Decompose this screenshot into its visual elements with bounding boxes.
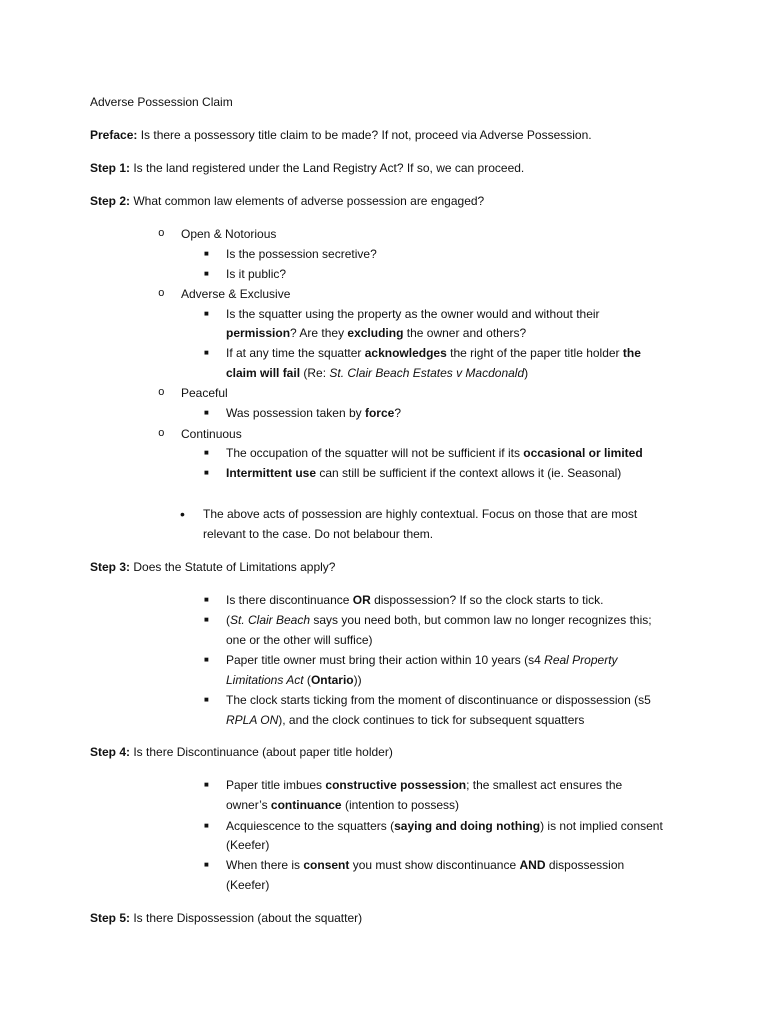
bullet-constructive-line2: owner’s continuance (intention to possess) [226, 798, 460, 812]
element-adverse-exclusive: Adverse & Exclusive [181, 287, 291, 301]
step2-line [90, 193, 484, 209]
step1-line [90, 160, 524, 176]
square-bullet-icon: ■ [204, 408, 209, 417]
bullet-constructive-line1: Paper title imbues constructive possession; the smallest act ensures the [226, 778, 623, 792]
circle-bullet-icon: o [158, 428, 165, 440]
step5-label: Step 5: [90, 911, 131, 925]
bullet-acquiescence-line2: (Keefer) [226, 838, 270, 852]
bullet-secretive: Is the possession secretive? [226, 247, 377, 261]
bullet-discontinuance-or: Is there discontinuance OR dispossession? If so the clock starts to tick. [226, 593, 604, 607]
square-bullet-icon: ■ [204, 448, 209, 457]
step5-line [90, 910, 362, 926]
bullet-consent-line2: (Keefer) [226, 878, 270, 892]
bullet-occasional: The occupation of the squatter will not be sufficient if its occasional or limited [226, 446, 643, 460]
bullet-owner-use-line2: permission? Are they excluding the owner and others? [226, 326, 527, 340]
bullet-force: Was possession taken by force? [226, 406, 401, 420]
element-open-notorious: Open & Notorious [181, 227, 277, 241]
step4-line [90, 744, 393, 760]
bullet-clock-line2: RPLA ON), and the clock continues to tick for subsequent squatters [226, 713, 585, 727]
bullet-st-clair-line1: (St. Clair Beach says you need both, but common law no longer recognizes this; [226, 613, 652, 627]
bullet-st-clair-line2: one or the other will suffice) [226, 633, 373, 647]
square-bullet-icon: ■ [204, 780, 209, 789]
step3-text: Does the Statute of Limitations apply? [130, 560, 336, 574]
square-bullet-icon: ■ [204, 655, 209, 664]
square-bullet-icon: ■ [204, 468, 209, 477]
square-bullet-icon: ■ [204, 348, 209, 357]
bullet-ten-years-line2: Limitations Act (Ontario)) [226, 673, 362, 687]
square-bullet-icon: ■ [204, 309, 209, 318]
circle-bullet-icon: o [158, 288, 165, 300]
square-bullet-icon: ■ [204, 595, 209, 604]
bullet-public: Is it public? [226, 267, 287, 281]
square-bullet-icon: ■ [204, 821, 209, 830]
bullet-acknowledges-line2: claim will fail (Re: St. Clair Beach Estates v Macdonald) [226, 366, 529, 380]
bullet-intermittent: Intermittent use can still be sufficient if the context allows it (ie. Seasonal) [226, 466, 622, 480]
square-bullet-icon: ■ [204, 615, 209, 624]
bullet-acknowledges-line1: If at any time the squatter acknowledges the right of the paper title holder the [226, 346, 641, 360]
note-line1: The above acts of possession are highly contextual. Focus on those that are most [203, 507, 638, 521]
bullet-acquiescence-line1: Acquiescence to the squatters (saying and doing nothing) is not implied consent [226, 819, 663, 833]
element-continuous: Continuous [181, 427, 242, 441]
preface-line [90, 127, 592, 143]
square-bullet-icon: ■ [204, 269, 209, 278]
preface-label: Preface: [90, 128, 138, 142]
note-line2: relevant to the case. Do not belabour them. [203, 527, 434, 541]
step1-text: Is the land registered under the Land Registry Act? If so, we can proceed. [130, 161, 525, 175]
document-title: Adverse Possession Claim [90, 95, 233, 109]
step2-text: What common law elements of adverse possession are engaged? [130, 194, 485, 208]
disc-bullet-icon: • [180, 506, 185, 522]
element-peaceful: Peaceful [181, 386, 228, 400]
square-bullet-icon: ■ [204, 860, 209, 869]
square-bullet-icon: ■ [204, 695, 209, 704]
square-bullet-icon: ■ [204, 249, 209, 258]
step4-label: Step 4: [90, 745, 131, 759]
bullet-clock-line1: The clock starts ticking from the moment of discontinuance or dispossession (s5 [226, 693, 651, 707]
step2-label: Step 2: [90, 194, 131, 208]
step1-label: Step 1: [90, 161, 131, 175]
preface-text: Is there a possessory title claim to be made? If not, proceed via Adverse Possession. [137, 128, 592, 142]
bullet-owner-use-line1: Is the squatter using the property as the owner would and without their [226, 307, 600, 321]
step3-line [90, 559, 335, 575]
step4-text: Is there Discontinuance (about paper title holder) [130, 745, 393, 759]
circle-bullet-icon: o [158, 387, 165, 399]
bullet-consent-line1: When there is consent you must show discontinuance AND dispossession [226, 858, 625, 872]
circle-bullet-icon: o [158, 228, 165, 240]
step5-text: Is there Dispossession (about the squatter) [130, 911, 363, 925]
bullet-ten-years-line1: Paper title owner must bring their action within 10 years (s4 Real Property [226, 653, 618, 667]
step3-label: Step 3: [90, 560, 131, 574]
